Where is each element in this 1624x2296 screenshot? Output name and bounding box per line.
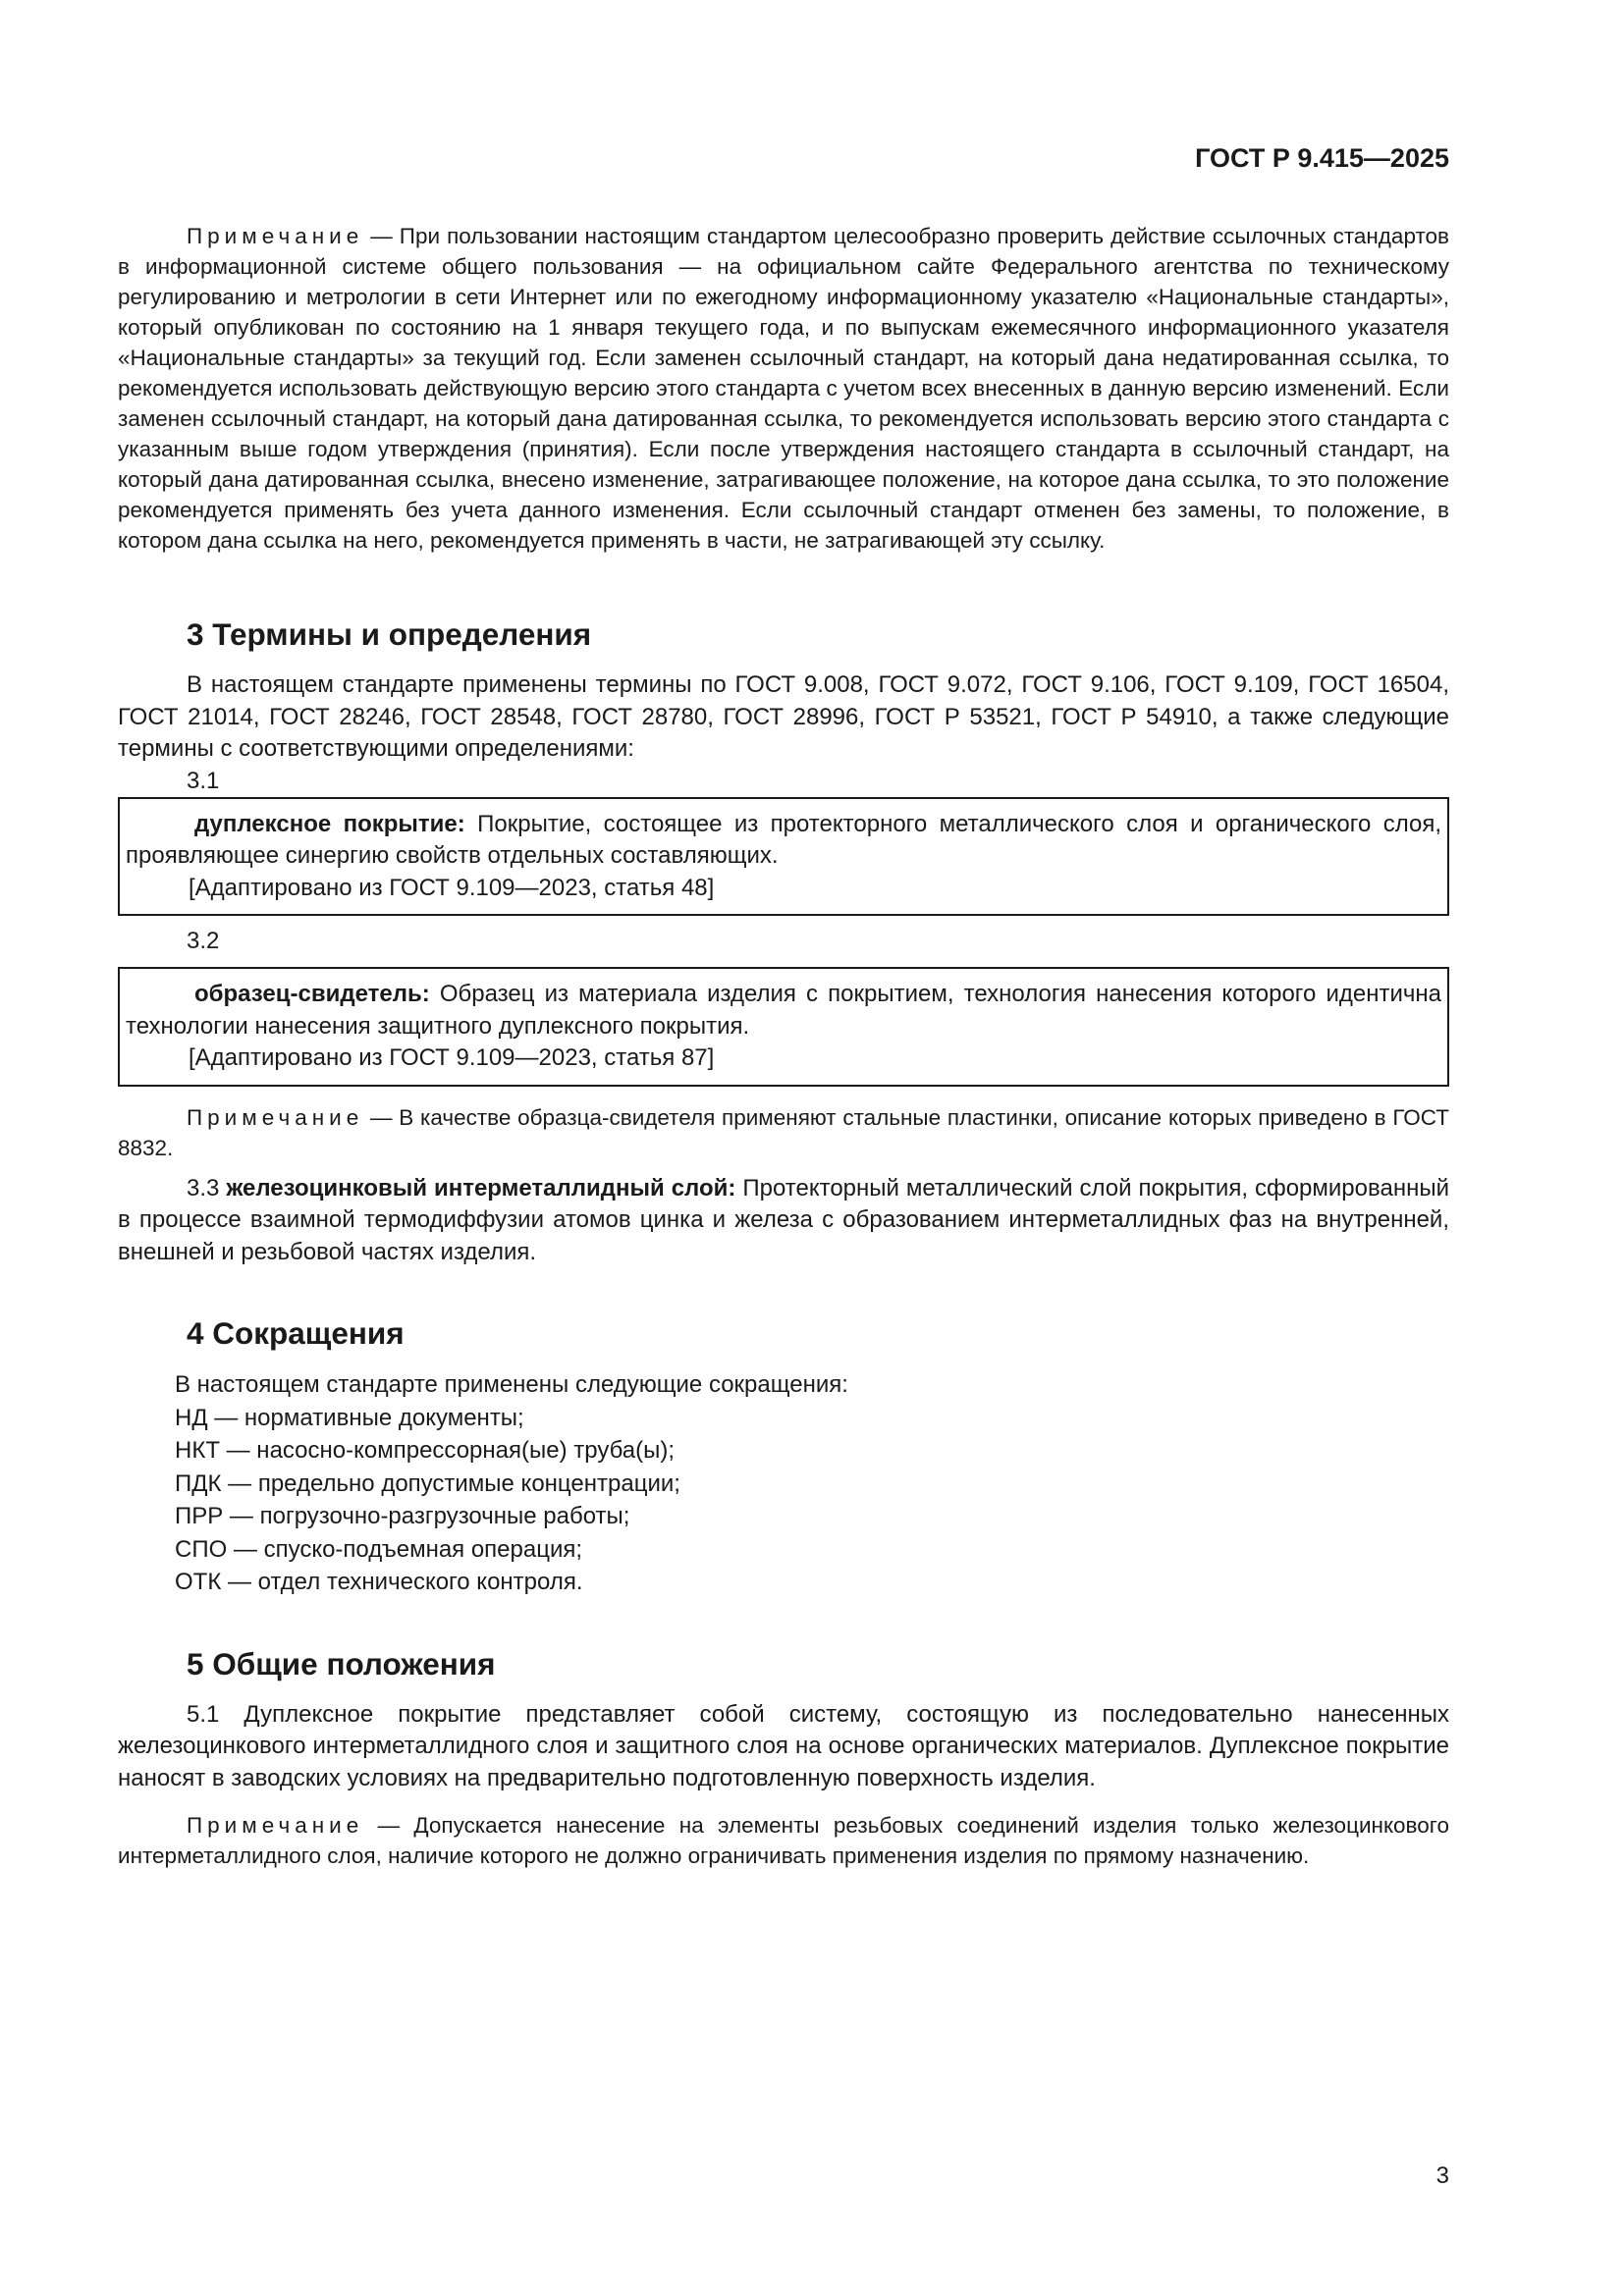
note-label: Примечание — [187, 1813, 364, 1838]
note-label: Примечание — [187, 1104, 364, 1130]
term-3-3 — [118, 1173, 1449, 1269]
abbreviation-item: НД — нормативные документы; — [175, 1404, 524, 1431]
abbreviations-intro: В настоящем стандарте применены следующие сокращения: — [175, 1371, 848, 1398]
abbreviation-item: ОТК — отдел технического контроля. — [175, 1569, 583, 1595]
document-code: ГОСТ Р 9.415—2025 — [1195, 143, 1449, 173]
term-source: [Адаптировано из ГОСТ 9.109—2023, статья 87] — [189, 1044, 715, 1071]
abbreviation-item: ПДК — предельно допустимые концентрации; — [175, 1469, 680, 1497]
page-number: 3 — [1435, 2163, 1449, 2189]
paragraph-5-1: 5.1 Дуплексное покрытие представляет собой систему, состоящую из последовательно нанесенных железоцинкового интерметаллидного слоя и защитного слоя на основе органических материалов. Дуплексное покрытие наносят в заводских условиях на предварительно подготовленную поверхность изделия. — [118, 1700, 1449, 1791]
term-name: железоцинковый интерметаллидный слой: — [226, 1174, 736, 1201]
note-references — [118, 221, 1449, 556]
term-text: Протекторный металлический слой покрытия, сформированный в процессе взаимной термодиффузии атомов цинка и железа с образованием интерметаллидных фаз на внутренней, внешней и резьбовой частях изделия. — [118, 1174, 1449, 1265]
term-number: 3.2 — [187, 928, 220, 954]
abbreviation-item: ПРР — погрузочно-разгрузочные работы; — [175, 1503, 630, 1529]
section-4-heading: 4 Сокращения — [187, 1315, 405, 1351]
term-source: [Адаптировано из ГОСТ 9.109—2023, статья 48] — [189, 874, 715, 901]
term-number: 3.3 — [187, 1174, 227, 1201]
term-box — [118, 967, 1449, 1087]
term-name: образец-свидетель: — [194, 981, 430, 1007]
note-threads — [118, 1810, 1449, 1871]
abbreviation-item: НКТ — насосно-компрессорная(ые) труба(ы); — [175, 1437, 676, 1464]
term-definition — [120, 809, 1447, 873]
note-sample — [118, 1102, 1449, 1163]
note-text: — В качестве образца-свидетеля применяют стальные пластинки, описание которых приведено в ГОСТ 8832. — [118, 1104, 1449, 1160]
note-text: — Допускается нанесение на элементы резьбовых соединений изделия только железоцинкового интерметаллидного слоя, наличие которого не должно ограничивать применения изделия по прямому назначению. — [118, 1813, 1449, 1868]
page-content — [118, 221, 1449, 1871]
section-5-heading: 5 Общие положения — [187, 1645, 496, 1682]
term-text: Образец из материала изделия с покрытием, технология нанесения которого идентична технологии нанесения защитного дуплексного покрытия. — [126, 981, 1441, 1040]
term-text: Покрытие, состоящее из протекторного металлического слоя и органического слоя, проявляющее синергию свойств отдельных составляющих. — [126, 810, 1441, 869]
term-box — [118, 797, 1449, 917]
section-3-intro: В настоящем стандарте применены термины по ГОСТ 9.008, ГОСТ 9.072, ГОСТ 9.106, ГОСТ 9.109, ГОСТ 16504, ГОСТ 21014, ГОСТ 28246, ГОСТ 28548, ГОСТ 28780, ГОСТ 28996, ГОСТ Р 53521, ГОСТ Р 54910, а также следующие термины с соответствующими определениями: — [118, 671, 1449, 762]
term-definition — [120, 979, 1447, 1042]
note-label: Примечание — [187, 224, 364, 248]
abbreviation-item: СПО — спуско-подъемная операция; — [175, 1535, 583, 1563]
term-name: дуплексное покрытие: — [194, 810, 465, 837]
note-text: — При пользовании настоящим стандартом целесообразно проверить действие ссылочных стандартов в информационной системе общего пользования — на официальном сайте Федерального агентства по техническому регулированию и метрологии в сети Интернет или по ежегодному информационному указателю «Национальные стандарты», который опубликован по состоянию на 1 января текущего года, и по выпускам ежемесячного информационного указателя «Национальные стандарты» за текущий год. Если заменен ссылочный стандарт, на который дана недатированная ссылка, то рекомендуется использовать действующую версию этого стандарта с учетом всех внесенных в данную версию изменений. Если заменен ссылочный стандарт, на который дана датированная ссылка, то рекомендуется использовать версию этого стандарта с указанным выше годом утверждения (принятия). Если после утверждения настоящего стандарта в ссылочный стандарт, на который дана датированная ссылка, внесено изменение, затрагивающее положение, на которое дана ссылка, то это положение рекомендуется применять без учета данного изменения. Если ссылочный стандарт отменен без замены, то положение, в котором дана ссылка на него, рекомендуется применять в части, не затрагивающей эту ссылку. — [118, 224, 1449, 553]
term-number: 3.1 — [187, 767, 220, 794]
section-3-heading: 3 Термины и определения — [187, 616, 592, 652]
